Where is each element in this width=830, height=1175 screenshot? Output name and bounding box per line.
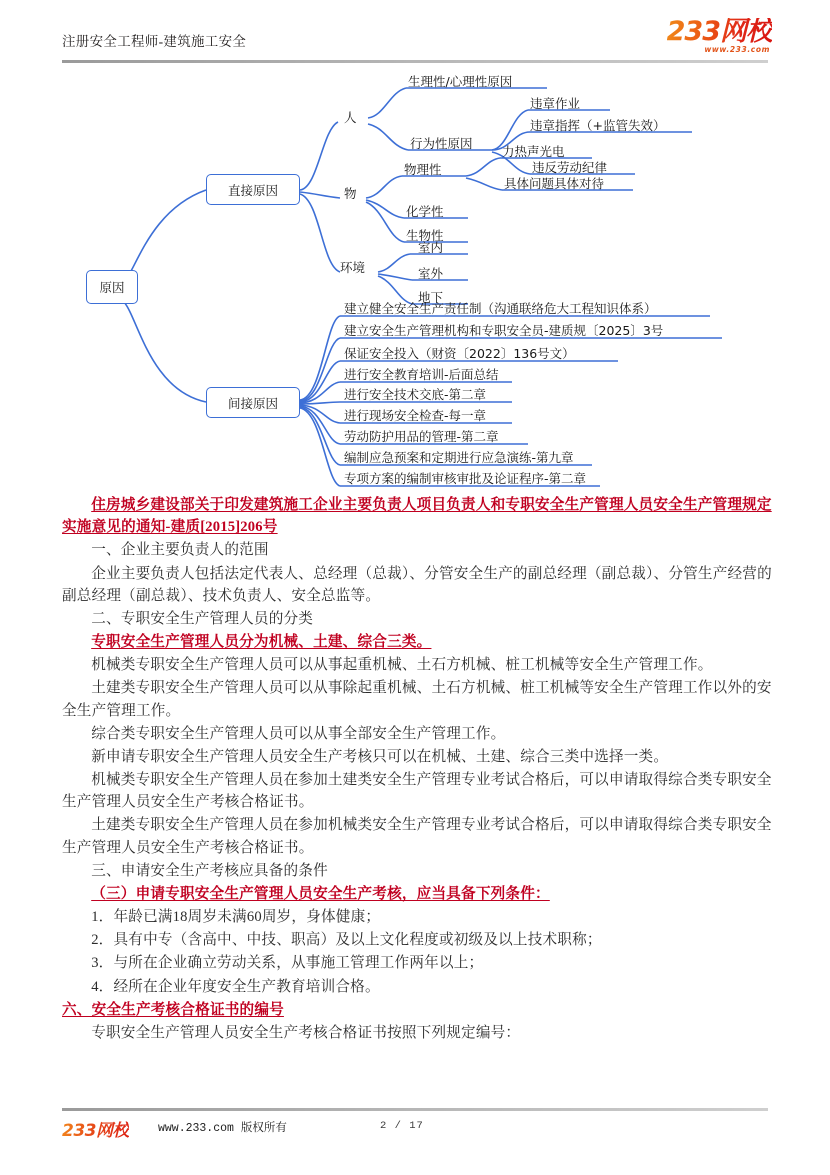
mindmap-label-chemical[interactable]: 化学性 bbox=[406, 204, 444, 219]
mindmap-label-biological[interactable]: 生物性 bbox=[406, 228, 444, 243]
paragraph-s1-body: 企业主要负责人包括法定代表人、总经理（总裁）、分管安全生产的副总经理（副总裁）、分管生产经营的副总经理（副总裁）、技术负责人、安全总监等。 bbox=[62, 565, 772, 604]
mindmap-leaf-special-scheme[interactable]: 专项方案的编制审核审批及论证程序-第二章 bbox=[344, 471, 587, 486]
paragraph-s2-p6: 土建类专职安全生产管理人员在参加机械类安全生产管理专业考试合格后，可以申请取得综合类专职安全生产管理人员安全生产考核合格证书。 bbox=[62, 817, 772, 856]
footer-copyright: www.233.com 版权所有 bbox=[158, 1122, 287, 1135]
mindmap-label-physical[interactable]: 物理性 bbox=[404, 162, 442, 177]
document-body bbox=[62, 494, 772, 1045]
mindmap-label-environment[interactable]: 环境 bbox=[340, 260, 366, 275]
mindmap-leaf-safety-education[interactable]: 进行安全教育培训-后面总结 bbox=[344, 367, 499, 382]
paragraph-s2-red: 专职安全生产管理人员分为机械、土建、综合三类。 bbox=[91, 634, 432, 651]
mindmap-label-case-by-case[interactable]: 具体问题具体对待 bbox=[504, 176, 605, 191]
footer-divider bbox=[62, 1108, 768, 1111]
mindmap-leaf-emergency-plan[interactable]: 编制应急预案和定期进行应急演练-第九章 bbox=[344, 450, 574, 465]
paragraph-s2-p5: 机械类专职安全生产管理人员在参加土建类安全生产管理专业考试合格后，可以申请取得综合类专职安全生产管理人员安全生产考核合格证书。 bbox=[62, 772, 772, 811]
page-header bbox=[0, 0, 830, 68]
mindmap-node-direct-cause[interactable]: 直接原因 bbox=[206, 174, 300, 205]
footer-brand-logo: 233网校 bbox=[62, 1116, 129, 1141]
page-footer bbox=[62, 1116, 768, 1146]
brand-logo-header bbox=[667, 18, 772, 54]
mindmap-leaf-management-org-bold: 建立安全生产管理机构和专职安全员 bbox=[344, 323, 545, 338]
mindmap-leaf-management-org-rest: -建质规〔2025〕3号 bbox=[544, 323, 664, 338]
mindmap-label-outdoor[interactable]: 室外 bbox=[418, 266, 444, 281]
list-item-training: 4．经所在企业年度安全生产教育培训合格。 bbox=[91, 978, 380, 995]
header-divider bbox=[62, 60, 768, 63]
paragraph-s3-title: 三、申请安全生产考核应具备的条件 bbox=[91, 862, 328, 879]
page-number: 2 / 17 bbox=[380, 1120, 424, 1132]
list-item-education: 2．具有中专（含高中、中技、职高）及以上文化程度或初级及以上技术职称； bbox=[91, 932, 602, 949]
brand-logo-mark: 233网校 bbox=[666, 16, 772, 47]
paragraph-s1-title: 一、企业主要负责人的范围 bbox=[91, 542, 269, 559]
brand-logo-url: www.233.com bbox=[704, 45, 770, 54]
paragraph-s2-p4: 新申请专职安全生产管理人员安全生产考核只可以在机械、土建、综合三类中选择一类。 bbox=[91, 748, 669, 765]
paragraph-s6-body: 专职安全生产管理人员安全生产考核合格证书按照下列规定编号： bbox=[91, 1024, 521, 1041]
header-title: 注册安全工程师-建筑施工安全 bbox=[62, 34, 247, 49]
list-item-employment: 3．与所在企业确立劳动关系，从事施工管理工作两年以上； bbox=[91, 955, 484, 972]
mindmap-label-illegal-command[interactable]: 违章指挥（+监管失效） bbox=[530, 118, 666, 133]
mindmap-diagram bbox=[0, 70, 830, 502]
mindmap-label-physio-psycho[interactable]: 生理性/心理性原因 bbox=[408, 74, 513, 89]
mindmap-leaf-management-org[interactable] bbox=[344, 325, 663, 338]
mindmap-leaf-safety-investment-rest: （财资〔2022〕136号文） bbox=[419, 346, 575, 361]
paragraph-s3-red: （三）申请专职安全生产管理人员安全生产考核，应当具备下列条件： bbox=[91, 885, 550, 902]
mindmap-node-indirect-cause[interactable]: 间接原因 bbox=[206, 387, 300, 418]
mindmap-label-underground[interactable]: 地下 bbox=[418, 290, 444, 305]
notice-heading: 住房城乡建设部关于印发建筑施工企业主要负责人项目负责人和专职安全生产管理人员安全生产管理规定实施意见的通知-建质[2015]206号 bbox=[62, 497, 772, 536]
mindmap-label-person[interactable]: 人 bbox=[344, 110, 357, 125]
mindmap-label-behavioral[interactable]: 行为性原因 bbox=[410, 136, 473, 151]
mindmap-label-object[interactable]: 物 bbox=[344, 186, 357, 201]
paragraph-s6-red: 六、安全生产考核合格证书的编号 bbox=[62, 1001, 284, 1018]
paragraph-s2-title: 二、专职安全生产管理人员的分类 bbox=[91, 610, 314, 627]
mindmap-label-force-heat-sound-light-electric[interactable]: 力热声光电 bbox=[502, 144, 565, 159]
paragraph-s2-p1: 机械类专职安全生产管理人员可以从事起重机械、土石方机械、桩工机械等安全生产管理工作。 bbox=[91, 657, 713, 674]
list-item-age: 1．年龄已满18周岁未满60周岁，身体健康； bbox=[91, 909, 381, 926]
mindmap-label-illegal-operation[interactable]: 违章作业 bbox=[530, 96, 581, 111]
mindmap-leaf-ppe-management[interactable]: 劳动防护用品的管理-第二章 bbox=[344, 429, 499, 444]
mindmap-leaf-safety-investment-bold: 保证安全投入 bbox=[344, 346, 420, 361]
mindmap-leaf-responsibility-system[interactable]: 建立健全安全生产责任制（沟通联络危大工程知识体系） bbox=[344, 301, 657, 316]
paragraph-s2-p3: 综合类专职安全生产管理人员可以从事全部安全生产管理工作。 bbox=[91, 725, 506, 742]
mindmap-leaf-safety-investment[interactable] bbox=[344, 348, 575, 361]
mindmap-leaf-site-inspection[interactable]: 进行现场安全检查-每一章 bbox=[344, 408, 487, 423]
mindmap-label-indoor[interactable]: 室内 bbox=[418, 240, 444, 255]
mindmap-leaf-technical-disclosure[interactable]: 进行安全技术交底-第二章 bbox=[344, 387, 487, 402]
mindmap-node-root[interactable]: 原因 bbox=[86, 270, 138, 304]
mindmap-label-labor-discipline[interactable]: 违反劳动纪律 bbox=[532, 160, 608, 175]
paragraph-s2-p2: 土建类专职安全生产管理人员可以从事除起重机械、土石方机械、桩工机械等安全生产管理工作以外的安全生产管理工作。 bbox=[62, 680, 772, 719]
